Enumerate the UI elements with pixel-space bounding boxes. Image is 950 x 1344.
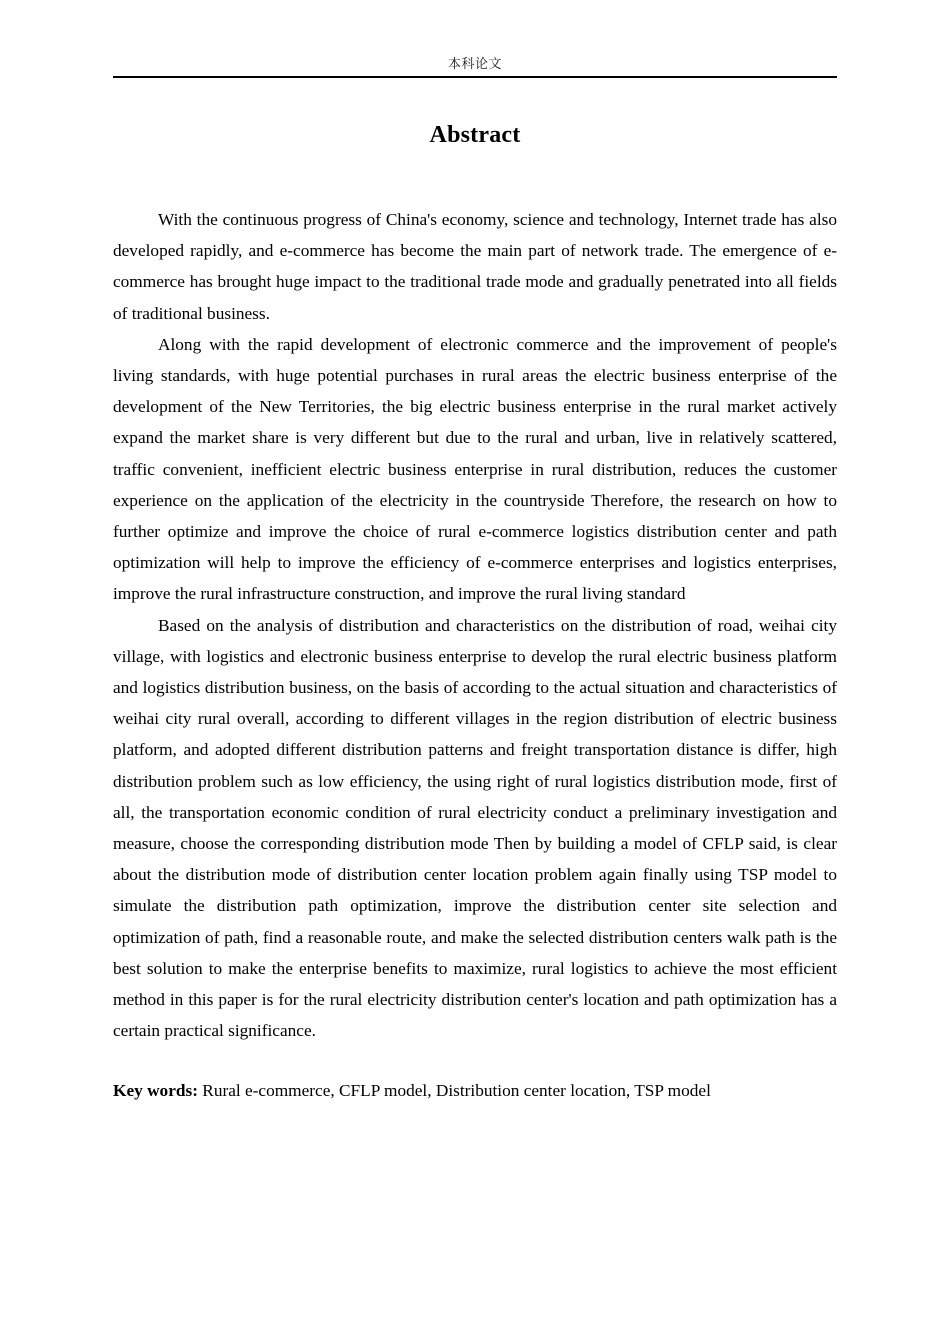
keywords-label: Key words: — [113, 1081, 198, 1101]
page-title: Abstract — [429, 122, 521, 148]
running-header-title: 本科论文 — [447, 57, 502, 72]
document-content — [113, 100, 837, 1107]
abstract-paragraph-3: Based on the analysis of distribution and characteristics on the distribution of road, weihai city village, with logistics and electronic business enterprise to develop the rural electric business platform and logistics distribution business, on the basis of according to the actual situation and characteristics of weihai city rural overall, according to different villages in the region distribution of electric business platform, and adopted different distribution patterns and freight transportation distance is differ, high distribution problem such as low efficiency, the using right of rural logistics distribution mode, first of all, the transportation economic condition of rural electricity conduct a preliminary investigation and measure, choose the corresponding distribution mode Then by building a model of CFLP said, is clear about the distribution mode of distribution center location problem again finally using TSP model to simulate the distribution path optimization, improve the distribution center site selection and optimization of path, find a reasonable route, and make the selected distribution centers walk path is the best solution to make the enterprise benefits to maximize, rural logistics to achieve the most efficient method in this paper is for the rural electricity distribution center's location and path optimization has a certain practical significance. — [113, 615, 837, 1041]
header-divider — [113, 76, 837, 78]
abstract-paragraph-2: Along with the rapid development of electronic commerce and the improvement of people's living standards, with huge potential purchases in rural areas the electric business enterprise of the development of the New Territories, the big electric business enterprise in the rural market actively expand the market share is very different but due to the rural and urban, live in relatively scattered, traffic convenient, inefficient electric business enterprise in rural distribution, reduces the customer experience on the application of the electricity in the countryside Therefore, the research on how to further optimize and improve the choice of rural e-commerce logistics distribution center and path optimization will help to improve the efficiency of e-commerce enterprises and logistics enterprises, improve the rural infrastructure construction, and improve the rural living standard — [113, 334, 837, 604]
keywords-value: Rural e-commerce, CFLP model, Distribution center location, TSP model — [197, 1081, 711, 1101]
keywords-line — [113, 1075, 837, 1106]
page-header — [113, 56, 837, 86]
abstract-body — [113, 204, 837, 1107]
abstract-paragraph-1: With the continuous progress of China's economy, science and technology, Internet trade has also developed rapidly, and e-commerce has become the main part of network trade. The emergence of e-commerce has brought huge impact to the traditional trade mode and gradually penetrated into all fields of traditional business. — [113, 210, 837, 323]
